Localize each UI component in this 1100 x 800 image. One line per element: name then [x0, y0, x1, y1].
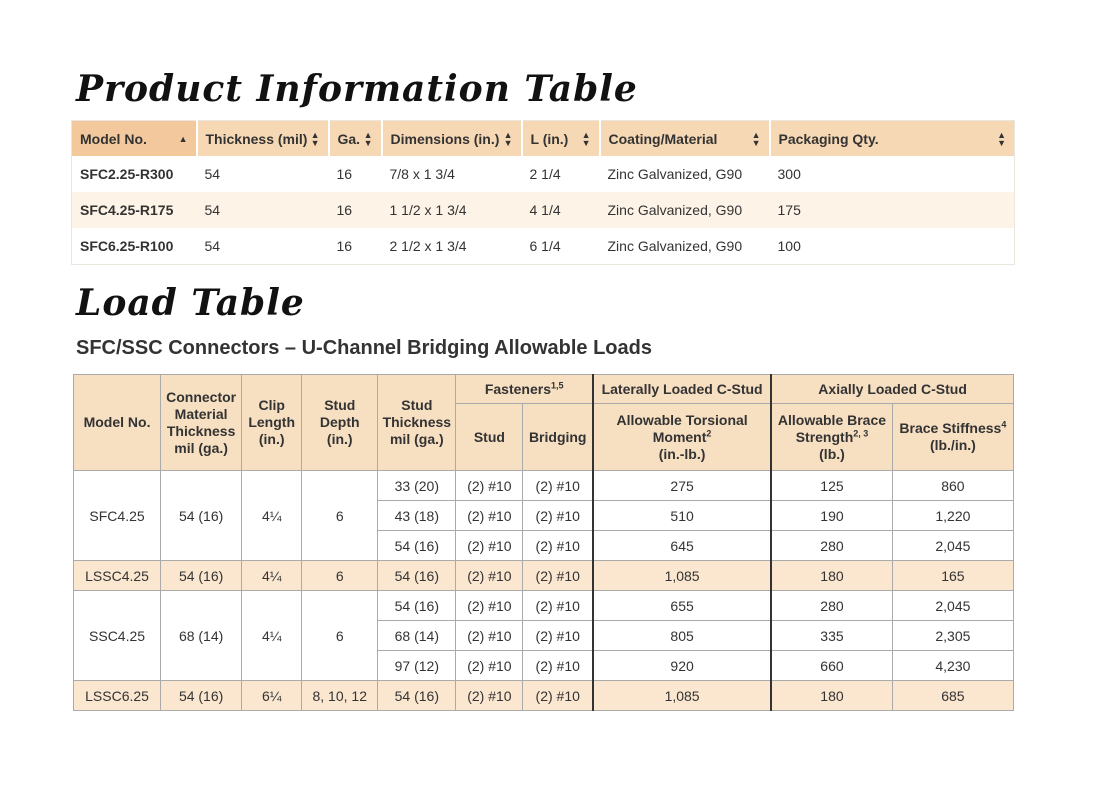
table-cell: Zinc Galvanized, G90 — [600, 192, 770, 228]
table-cell: Zinc Galvanized, G90 — [607, 166, 743, 182]
sort-both-icon[interactable]: ▲ ▼ — [503, 129, 513, 148]
cell-bridging: (2) #10 — [523, 651, 593, 681]
cell-stiffness: 860 — [892, 471, 1013, 501]
header-unit: (in.-lb.) — [658, 445, 706, 462]
header-clip-length: Clip Length (in.) — [242, 375, 302, 471]
cell-stud: (2) #10 — [456, 531, 523, 561]
table-cell: Zinc Galvanized, G90 — [607, 238, 743, 254]
column-header-model-no[interactable] — [72, 121, 197, 157]
cell-depth: 8, 10, 12 — [302, 681, 378, 711]
cell-strength: 180 — [771, 681, 892, 711]
table-row — [74, 471, 1014, 501]
table-cell: SFC4.25-R175 — [72, 192, 197, 228]
cell-connector: 54 (16) — [161, 561, 242, 591]
header-stud-thickness: Stud Thickness mil (ga.) — [378, 375, 456, 471]
cell-connector: 68 (14) — [161, 591, 242, 681]
cell-depth: 6 — [302, 591, 378, 681]
header-label: Allowable Torsional Moment — [616, 411, 748, 445]
table-cell: 16 — [336, 238, 353, 254]
column-header-length[interactable] — [522, 121, 600, 157]
table-cell: 2 1/2 x 1 3/4 — [389, 238, 467, 254]
table-cell: 54 — [204, 166, 221, 182]
cell-stud: (2) #10 — [456, 681, 523, 711]
table-row — [74, 591, 1014, 621]
product-info-table — [71, 120, 1015, 265]
sort-both-icon[interactable]: ▲ ▼ — [363, 129, 373, 148]
cell-stiffness: 2,045 — [892, 531, 1013, 561]
header-torsional-moment — [593, 404, 771, 471]
table-cell: 54 — [204, 238, 221, 254]
cell-moment: 1,085 — [593, 681, 771, 711]
cell-bridging: (2) #10 — [523, 591, 593, 621]
table-cell: 6 1/4 — [529, 238, 561, 254]
cell-stud: (2) #10 — [456, 651, 523, 681]
cell-moment: 920 — [593, 651, 771, 681]
column-header-coating[interactable] — [600, 121, 770, 157]
cell-strength: 280 — [771, 531, 892, 561]
cell-strength: 660 — [771, 651, 892, 681]
load-table-subtitle: SFC/SSC Connectors – U-Channel Bridging Allowable Loads — [76, 337, 652, 359]
cell-depth: 6 — [302, 561, 378, 591]
column-header-label: Thickness (mil) — [205, 130, 308, 147]
header-brace-stiffness — [892, 404, 1013, 471]
header-label: Fasteners — [484, 380, 551, 397]
header-label: Allowable Brace Strength — [777, 411, 887, 445]
cell-stiffness: 2,305 — [892, 621, 1013, 651]
cell-bridging: (2) #10 — [523, 531, 593, 561]
cell-stiffness: 4,230 — [892, 651, 1013, 681]
table-cell: 2 1/4 — [529, 166, 561, 182]
column-header-label: L (in.) — [530, 130, 569, 147]
table-cell: 4 1/4 — [522, 192, 600, 228]
cell-stud: (2) #10 — [456, 561, 523, 591]
load-table-title: Load Table — [76, 282, 305, 324]
table-cell: 100 — [777, 238, 801, 254]
column-header-label: Ga. — [337, 130, 361, 147]
cell-bridging: (2) #10 — [523, 681, 593, 711]
cell-stud: (2) #10 — [456, 621, 523, 651]
cell-stiffness: 1,220 — [892, 501, 1013, 531]
footnote-ref: 2, 3 — [853, 427, 869, 438]
table-row — [72, 156, 1015, 192]
load-header-row-top — [74, 375, 1014, 404]
table-cell: SFC2.25-R300 — [80, 166, 174, 182]
sort-ascending-icon[interactable]: ▲ — [178, 133, 188, 144]
header-label: Brace Stiffness — [899, 420, 1002, 436]
cell-moment: 805 — [593, 621, 771, 651]
table-cell: 175 — [770, 192, 1015, 228]
cell-connector: 54 (16) — [161, 471, 242, 561]
sort-both-icon[interactable]: ▲ ▼ — [310, 129, 320, 148]
cell-stiffness: 685 — [892, 681, 1013, 711]
cell-model: SFC4.25 — [74, 471, 161, 561]
footnote-ref: 1,5 — [551, 379, 564, 390]
header-laterally-loaded: Laterally Loaded C-Stud — [593, 375, 771, 404]
sort-both-icon[interactable]: ▲ ▼ — [997, 129, 1006, 148]
table-cell: 7/8 x 1 3/4 — [389, 166, 455, 182]
sort-both-icon[interactable]: ▲ ▼ — [751, 129, 761, 148]
cell-strength: 180 — [771, 561, 892, 591]
footnote-ref: 4 — [1001, 419, 1007, 430]
load-table — [73, 374, 1014, 711]
product-info-title: Product Information Table — [76, 68, 638, 110]
header-stud-depth: Stud Depth (in.) — [302, 375, 378, 471]
header-connector-thickness: Connector Material Thickness mil (ga.) — [161, 375, 242, 471]
cell-stud-thickness: 54 (16) — [378, 531, 456, 561]
cell-clip: 4¼ — [242, 591, 302, 681]
table-row — [74, 681, 1014, 711]
cell-strength: 125 — [771, 471, 892, 501]
cell-stiffness: 2,045 — [892, 591, 1013, 621]
cell-stud-thickness: 54 (16) — [378, 561, 456, 591]
column-header-label: Dimensions (in.) — [390, 130, 500, 147]
header-bridging: Bridging — [523, 404, 593, 471]
cell-moment: 275 — [593, 471, 771, 501]
header-unit: (lb./in.) — [929, 437, 976, 453]
cell-stud-thickness: 54 (16) — [378, 681, 456, 711]
header-brace-strength — [771, 404, 892, 471]
column-header-gauge[interactable] — [329, 121, 382, 157]
table-cell: 300 — [777, 166, 801, 182]
table-cell: 16 — [336, 166, 353, 182]
cell-clip: 4¼ — [242, 561, 302, 591]
header-stud: Stud — [456, 404, 523, 471]
cell-bridging: (2) #10 — [523, 501, 593, 531]
cell-depth: 6 — [302, 471, 378, 561]
cell-strength: 335 — [771, 621, 892, 651]
table-cell: 54 — [197, 192, 329, 228]
cell-moment: 1,085 — [593, 561, 771, 591]
column-header-packaging[interactable] — [770, 121, 1015, 157]
header-model-no: Model No. — [74, 375, 161, 471]
cell-moment: 655 — [593, 591, 771, 621]
cell-stud: (2) #10 — [456, 501, 523, 531]
cell-strength: 190 — [771, 501, 892, 531]
cell-connector: 54 (16) — [161, 681, 242, 711]
cell-stud: (2) #10 — [456, 591, 523, 621]
column-header-label: Coating/Material — [608, 130, 718, 147]
cell-bridging: (2) #10 — [523, 561, 593, 591]
cell-model: LSSC6.25 — [74, 681, 161, 711]
cell-model: SSC4.25 — [74, 591, 161, 681]
cell-clip: 6¼ — [242, 681, 302, 711]
table-row — [74, 561, 1014, 591]
cell-bridging: (2) #10 — [523, 471, 593, 501]
cell-stud-thickness: 68 (14) — [378, 621, 456, 651]
column-header-label: Packaging Qty. — [778, 130, 879, 147]
header-axially-loaded: Axially Loaded C-Stud — [771, 375, 1013, 404]
cell-stud-thickness: 33 (20) — [378, 471, 456, 501]
product-info-header-row — [72, 121, 1015, 157]
cell-stud-thickness: 54 (16) — [378, 591, 456, 621]
header-unit: (lb.) — [819, 445, 845, 462]
table-cell: 16 — [329, 192, 382, 228]
table-cell: 1 1/2 x 1 3/4 — [382, 192, 522, 228]
column-header-thickness[interactable] — [197, 121, 329, 157]
table-row — [72, 192, 1015, 228]
cell-stiffness: 165 — [892, 561, 1013, 591]
footnote-ref: 2 — [706, 427, 712, 438]
cell-model: LSSC4.25 — [74, 561, 161, 591]
cell-stud-thickness: 43 (18) — [378, 501, 456, 531]
cell-stud: (2) #10 — [456, 471, 523, 501]
column-header-dimensions[interactable] — [382, 121, 522, 157]
cell-strength: 280 — [771, 591, 892, 621]
cell-clip: 4¼ — [242, 471, 302, 561]
table-cell: SFC6.25-R100 — [80, 238, 174, 254]
sort-both-icon[interactable]: ▲ ▼ — [581, 129, 591, 148]
table-row — [72, 228, 1015, 265]
cell-moment: 645 — [593, 531, 771, 561]
column-header-label: Model No. — [80, 130, 147, 147]
header-fasteners — [456, 375, 593, 404]
cell-moment: 510 — [593, 501, 771, 531]
cell-stud-thickness: 97 (12) — [378, 651, 456, 681]
cell-bridging: (2) #10 — [523, 621, 593, 651]
